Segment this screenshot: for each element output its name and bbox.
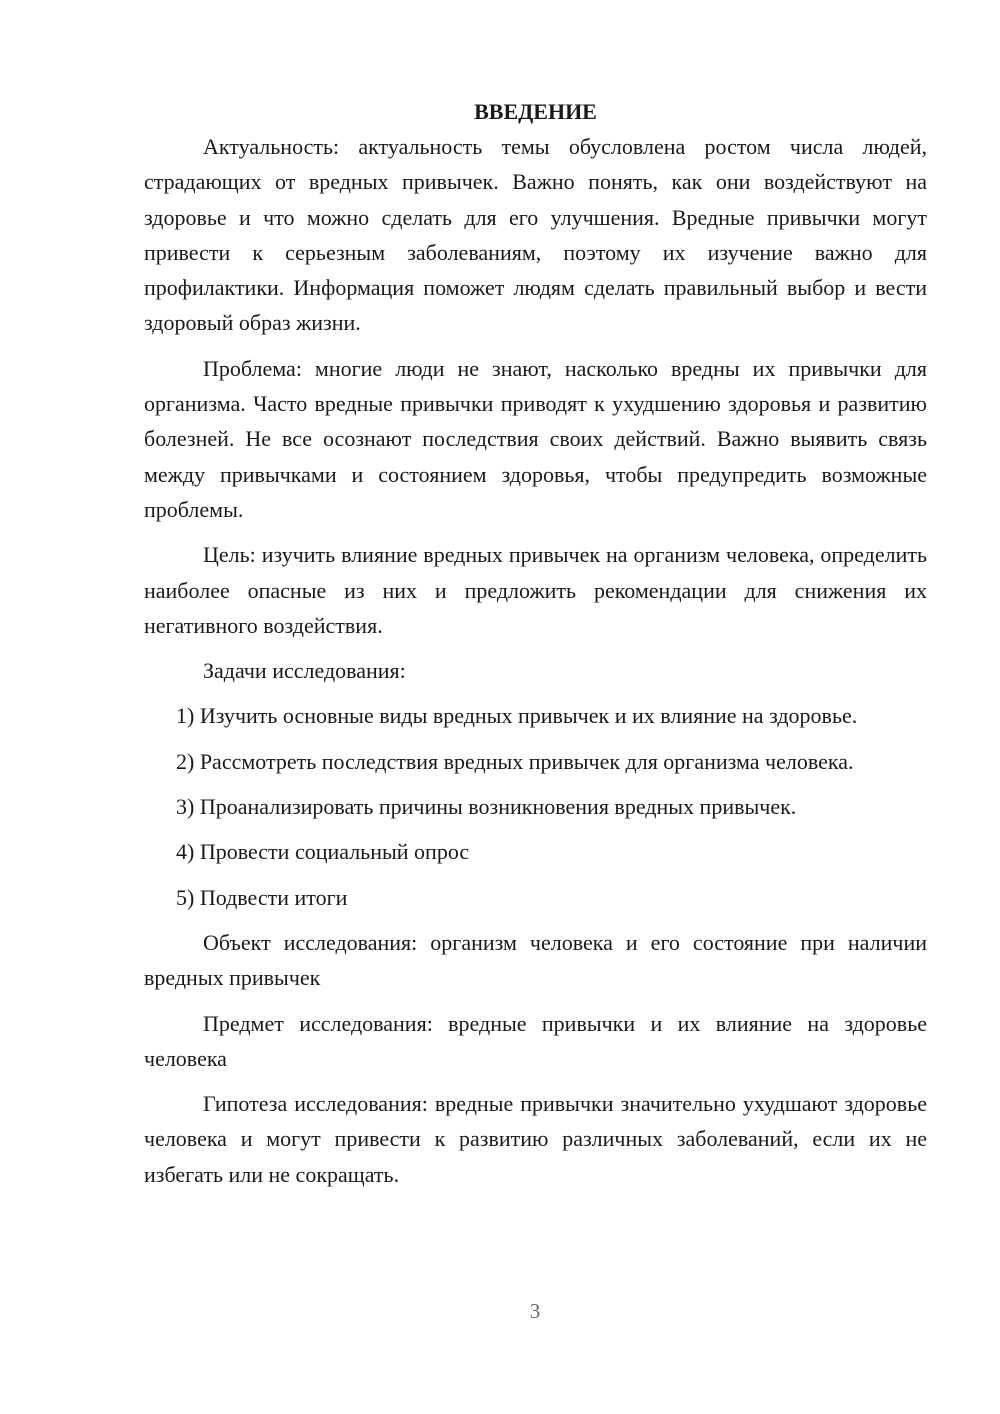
list-item: 5) Подвести итоги <box>176 884 348 910</box>
tasks-title: Задачи исследования: <box>203 658 406 684</box>
page-title: ВВЕДЕНИЕ <box>474 99 597 124</box>
subject-paragraph: Предмет исследования: вредные привычки и их влияние на здоровье человека <box>144 1010 927 1071</box>
list-item: 4) Провести социальный опрос <box>176 839 470 865</box>
problem-paragraph: Проблема: многие люди не знают, насколько вредны их привычки для организма. Часто вредные привычки приводят к ухудшению здоровья и развитию болезней. Не все осознают последствия своих действий. Важно выявить связь между привычками и состоянием здоровья, чтобы предупредить возможные проблемы. <box>144 355 927 522</box>
relevance-paragraph: Актуальность: актуальность темы обусловлена ростом числа людей, страдающих от вредных привычек. Важно понять, как они воздействуют на здоровье и что можно сделать для его улучшения. Вредные привычки могут привести к серьезным заболеваниям, поэтому их изучение важно для профилактики. Информация поможет людям сделать правильный выбор и вести здоровый образ жизни. <box>144 134 927 336</box>
list-item: 2) Рассмотреть последствия вредных привычек для организма человека. <box>176 748 854 774</box>
object-paragraph: Объект исследования: организм человека и его состояние при наличии вредных привычек <box>144 929 927 991</box>
goal-paragraph: Цель: изучить влияние вредных привычек на организм человека, определить наиболее опасные из них и предложить рекомендации для снижения их негативного воздействия. <box>144 542 927 638</box>
tasks-list <box>144 698 927 914</box>
list-item: 1) Изучить основные виды вредных привычек и их влияние на здоровье. <box>176 703 858 729</box>
list-item: 3) Проанализировать причины возникновения вредных привычек. <box>176 794 797 820</box>
page-number: 3 <box>529 1299 541 1323</box>
document-page <box>144 94 927 1192</box>
hypothesis-paragraph: Гипотеза исследования: вредные привычки значительно ухудшают здоровье человека и могут привести к развитию различных заболеваний, если их не избегать или не сокращать. <box>144 1091 927 1187</box>
